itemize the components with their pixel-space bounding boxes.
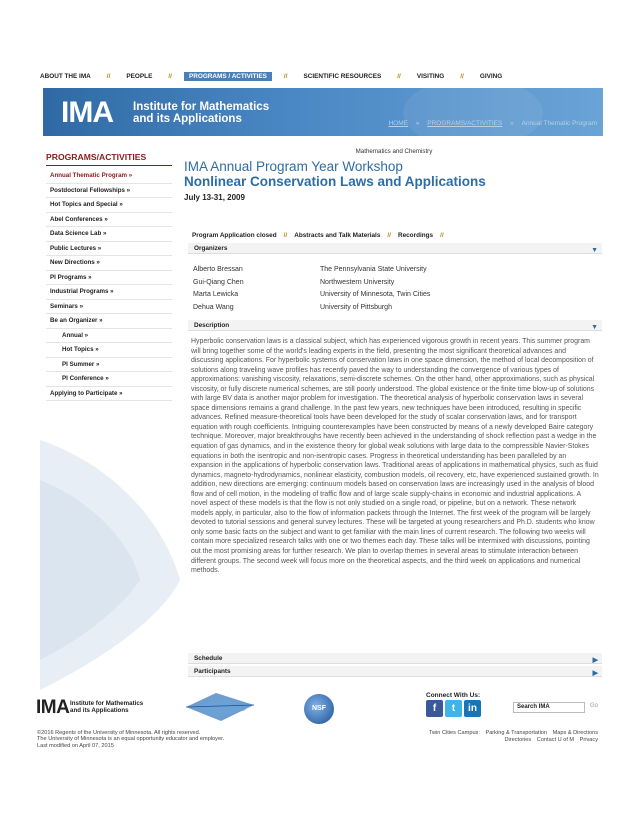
copyright-line-2: The University of Minnesota is an equal opportunity educator and employer. (37, 736, 225, 743)
organizer-row (193, 289, 593, 302)
connect-label: Connect With Us: (426, 692, 481, 699)
description-header[interactable] (188, 320, 602, 331)
facebook-icon[interactable]: f (426, 700, 443, 717)
sidebar-menu (46, 169, 172, 401)
breadcrumb-current: Annual Thematic Program (521, 120, 597, 127)
sidebar-item-pi-conference[interactable]: PI Conference » (46, 372, 172, 387)
organizers-header[interactable] (188, 243, 602, 254)
tab-sep: // (440, 232, 444, 239)
nav-separator: // (460, 72, 464, 80)
organizer-affiliation: University of Pittsburgh (320, 303, 392, 311)
footer-link-maps[interactable]: Maps & Directions (552, 730, 598, 736)
banner-decoration (403, 88, 543, 136)
search-input[interactable]: Search IMA (513, 702, 585, 713)
main-content (184, 148, 604, 202)
workshop-tabs (192, 232, 451, 239)
background-decoration (40, 420, 190, 700)
sidebar-item-pi-programs[interactable]: PI Programs » (46, 271, 172, 286)
nav-item-visiting[interactable]: VISITING (416, 72, 445, 80)
organizers-label: Organizers (194, 245, 228, 252)
sidebar-item-annual-thematic-program[interactable]: Annual Thematic Program » (46, 169, 172, 184)
sidebar-item-industrial-programs[interactable]: Industrial Programs » (46, 285, 172, 300)
tab-sep: // (387, 232, 391, 239)
description-text: Hyperbolic conservation laws is a classical subject, which has experienced vigorous growth in recent years. This summer program will bring together some of the world's leading experts in the field, presenting the most significant theoretical advances and discussing applications. For hyperbolic systems of conservation laws in one space dimension, the method of local decomposition of solutions along traveling wave profiles has recently paved the way to understanding the convergence of various types of approximations: vanishing viscosity, relaxations, semi-discrete schemes. On the other hand, other approximations, such as physical viscosity, or fully discrete numerical schemes, are still poorly understood. The global existence or the finite time blow-up of solutions with large BV data is another major problem for investigation. The theoretical analysis of hyperbolic conservation laws in several space dimensions remains a grand challenge. In the past few years, new techniques have been introduced, resulting in specific advances. Refined measure-theoretical tools have been developed for the study of scalar conservation laws, and for transport equation with rough coefficients. Intriguing counterexamples have been constructed by means of a newly developed Baire category technique. Moreover, major breakthroughs have recently been achieved in the understanding of shock reflection past a wedge in the equation of gas dynamics, and in the existence theory for global weak solutions with large data to the compressible Navier-Stokes equations in both the isentropic and non-isentropic cases. Progress in theoretical understanding has been paralleled by an expansion in the applications of hyperbolic conservation laws. Traditional areas of applications in mathematical physics, such as fluid dynamics, magneto-hydrodynamics, nonlinear elasticity, combustion models, oil recovery, etc, have experienced sustained growth. In addition, new directions are emerging: continuum models based on conservation laws are increasingly used in the analysis of blood flow and of cell motion, in the modeling of traffic flow and of large scale supply-chains in economic and industrial applications. A novel aspect of these models is that the flow is not only studied on a single road, or pipeline, but on a network. These network models apply, in particular, also to the flow of information packets through the Internet. The first week of the program will be largely devoted to tutorial sessions and general survey lectures. These will be targeted at young researchers and Ph.D. students who know only some basic facts on the subject and want to get familiar with the main lines of current research. The following two weeks will contain more specialized research talks with one or two themes each day. These talks will be intermixed with discussions, pointing out the most promising areas for further research. We plan to overlap themes in several areas to stimulate interaction between different groups. The second week will focus more on the theoretical aspects, and the third week on applications and numerical methods. (191, 338, 599, 575)
tab-recordings[interactable]: Recordings (397, 232, 434, 239)
footer-link-parking[interactable]: Parking & Transportation (485, 730, 548, 736)
sidebar-item-hot-topics-and-special[interactable]: Hot Topics and Special » (46, 198, 172, 213)
nav-item-programs-activities[interactable]: PROGRAMS / ACTIVITIES (184, 72, 272, 81)
sidebar-title: PROGRAMS/ACTIVITIES (46, 152, 172, 166)
sidebar-item-applying-to-participate[interactable]: Applying to Participate » (46, 387, 172, 402)
organizer-row (193, 277, 593, 290)
nav-separator: // (283, 72, 288, 80)
footer-link-contact[interactable]: Contact U of M (536, 736, 575, 743)
page-title: IMA Annual Program Year Workshop (184, 159, 403, 174)
social-links (426, 700, 481, 717)
participants-label: Participants (194, 668, 231, 675)
organizer-affiliation: University of Minnesota, Twin Cities (320, 291, 431, 298)
copyright-line-1: ©2016 Regents of the University of Minnesota. All rights reserved. (37, 730, 201, 736)
description-label: Description (194, 322, 230, 329)
logo-line-1: Institute for Mathematics (133, 101, 270, 113)
chevron-right-icon[interactable]: ▶ (592, 657, 598, 664)
footer-campus-label: Twin Cities Campus: (428, 730, 480, 736)
footer-logo[interactable] (36, 697, 144, 719)
sidebar-item-be-an-organizer[interactable]: Be an Organizer » (46, 314, 172, 329)
schedule-header[interactable] (188, 653, 602, 664)
top-nav (36, 70, 606, 82)
organizer-row (193, 302, 593, 315)
nav-separator: // (397, 72, 401, 80)
footer-logo-line-2: and its Applications (70, 707, 129, 714)
nsf-logo[interactable]: NSF (304, 694, 334, 724)
sidebar-item-pi-summer[interactable]: PI Summer » (46, 358, 172, 373)
nav-separator: // (106, 72, 111, 80)
breadcrumb (382, 120, 597, 127)
logo-line-2: and its Applications (133, 113, 242, 125)
organizer-affiliation: The Pennsylvania State University (320, 266, 427, 273)
header-banner (43, 88, 603, 136)
ima-logo-text (133, 101, 269, 125)
tab-abstracts[interactable]: Abstracts and Talk Materials (294, 232, 381, 239)
nav-item-giving[interactable]: GIVING (479, 72, 503, 80)
nav-item-about-the-ima[interactable]: ABOUT THE IMA (40, 72, 91, 80)
participants-header[interactable] (188, 666, 602, 677)
linkedin-icon[interactable]: in (464, 700, 481, 717)
organizers-list (193, 264, 593, 314)
footer-logo-line-1: Institute for Mathematics (70, 700, 144, 707)
breadcrumb-sep: » (415, 120, 420, 127)
organizer-affiliation: Northwestern University (320, 278, 395, 286)
organizer-row (193, 264, 593, 277)
sidebar-item-seminars[interactable]: Seminars » (46, 300, 172, 315)
footer-ima-logo: IMA (36, 697, 70, 718)
go-button[interactable]: Go (590, 703, 599, 709)
twitter-icon[interactable]: t (445, 700, 462, 717)
page-subtitle: Nonlinear Conservation Laws and Applications (184, 174, 486, 189)
copyright (37, 730, 224, 749)
sidebar-item-postdoctoral-fellowships[interactable]: Postdoctoral Fellowships » (46, 184, 172, 199)
tab-application[interactable]: Program Application closed (192, 232, 277, 239)
organizer-name[interactable]: Alberto Bressan (193, 266, 243, 273)
footer-link-directories[interactable]: Directories (504, 736, 532, 743)
chevron-right-icon[interactable]: ▶ (592, 670, 598, 677)
chevron-down-icon[interactable]: ▼ (591, 247, 598, 254)
sidebar-item-annual[interactable]: Annual » (46, 329, 172, 344)
breadcrumb-home[interactable]: HOME (388, 120, 408, 127)
sidebar-item-hot-topics[interactable]: Hot Topics » (46, 343, 172, 358)
sidebar (46, 152, 172, 401)
breadcrumb-programs[interactable]: PROGRAMS/ACTIVITIES (427, 120, 503, 127)
footer-link-privacy[interactable]: Privacy (579, 736, 598, 743)
tab-sep: // (283, 232, 288, 239)
schedule-label: Schedule (194, 655, 223, 662)
sidebar-item-new-directions[interactable]: New Directions » (46, 256, 172, 271)
program-category: Mathematics and Chemistry (355, 148, 433, 155)
sidebar-item-data-science-lab[interactable]: Data Science Lab » (46, 227, 172, 242)
nav-item-people[interactable]: PEOPLE (126, 72, 153, 80)
event-date: July 13-31, 2009 (184, 193, 245, 202)
footer-logo-text (70, 700, 143, 714)
ima-logo[interactable]: IMA (61, 96, 113, 129)
sidebar-item-public-lectures[interactable]: Public Lectures » (46, 242, 172, 257)
chevron-down-icon[interactable]: ▼ (591, 324, 598, 331)
organizer-name[interactable]: Gui-Qiang Chen (193, 278, 244, 286)
organizer-name[interactable]: Dehua Wang (193, 303, 234, 311)
sidebar-item-abel-conferences[interactable]: Abel Conferences » (46, 213, 172, 228)
footer-links (406, 730, 598, 743)
footer-graphic-icon (186, 690, 256, 724)
nav-separator: // (168, 72, 172, 80)
last-modified: Last modified on April 07, 2015 (37, 742, 114, 749)
breadcrumb-sep: » (510, 120, 514, 127)
nav-item-scientific-resources[interactable]: SCIENTIFIC RESOURCES (303, 72, 382, 80)
organizer-name[interactable]: Marta Lewicka (193, 291, 239, 298)
